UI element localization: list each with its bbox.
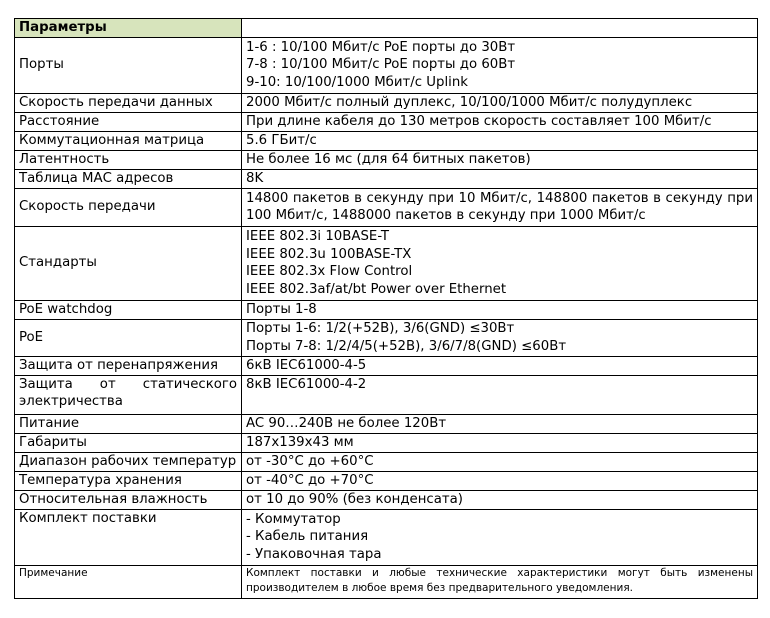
row-label-ports: Порты (15, 37, 242, 93)
table-row (15, 112, 758, 131)
row-value-latency: Не более 16 мс (для 64 битных пакетов) (242, 150, 758, 169)
value-line: - Коммутатор (246, 511, 341, 527)
row-label-surge: Защита от перенапряжения (15, 356, 242, 375)
value-line: IEEE 802.3af/at/bt Power over Ethernet (246, 281, 507, 297)
row-value-forwarding (242, 188, 758, 226)
row-value-ports (242, 37, 758, 93)
table-row (15, 375, 758, 414)
row-label-poe: PoE (15, 319, 242, 356)
row-label-storage-temp: Температура хранения (15, 471, 242, 490)
value-line: - Упаковочная тара (246, 546, 382, 562)
table-row (15, 93, 758, 112)
value-line: IEEE 802.3x Flow Control (246, 264, 413, 279)
label-line: электричества (19, 394, 123, 409)
header-label: Параметры (15, 19, 242, 38)
table-row-note (15, 565, 758, 598)
row-value-humidity: от 10 до 90% (без конденсата) (242, 490, 758, 509)
table-row (15, 300, 758, 319)
table-row (15, 188, 758, 226)
row-label-esd (15, 375, 242, 414)
value-line: Порты 7-8: 1/2/4/5(+52В), 3/6/7/8(GND) ≤60Вт (246, 338, 567, 354)
table-row (15, 490, 758, 509)
value-line: IEEE 802.3u 100BASE-TX (246, 246, 412, 262)
value-text: Комплект поставки и любые технические характеристики могут быть изменены производителем в любое время без предварительного уведомления. (246, 566, 753, 594)
row-label-watchdog: PoE watchdog (15, 300, 242, 319)
value-line: Порты 1-6: 1/2(+52В), 3/6(GND) ≤30Вт (246, 321, 515, 336)
header-row (15, 19, 758, 38)
table-row (15, 452, 758, 471)
row-value-note (242, 565, 758, 598)
value-line: 1-6 : 10/100 Мбит/с PoE порты до 30Вт (246, 39, 516, 55)
table-row (15, 356, 758, 375)
row-label-power: Питание (15, 414, 242, 433)
row-value-speed: 2000 Мбит/с полный дуплекс, 10/100/1000 Мбит/с полудуплекс (242, 93, 758, 112)
table-row (15, 131, 758, 150)
row-label-mac: Таблица МАС адресов (15, 169, 242, 188)
header-value (242, 19, 758, 38)
row-label-humidity: Относительная влажность (15, 490, 242, 509)
table-row (15, 150, 758, 169)
row-label-latency: Латентность (15, 150, 242, 169)
row-label-package: Комплект поставки (15, 509, 242, 565)
table-row (15, 226, 758, 300)
row-label-note: Примечание (15, 565, 242, 598)
row-label-dimensions: Габариты (15, 433, 242, 452)
table-row (15, 414, 758, 433)
value-line: 9-10: 10/100/1000 Мбит/с Uplink (246, 74, 468, 90)
row-value-dimensions: 187х139х43 мм (242, 433, 758, 452)
value-line: IEEE 802.3i 10BASE-T (246, 229, 390, 244)
row-label-matrix: Коммутационная матрица (15, 131, 242, 150)
row-label-forwarding: Скорость передачи (15, 188, 242, 226)
row-value-mac: 8K (242, 169, 758, 188)
row-value-power: AC 90…240В не более 120Вт (242, 414, 758, 433)
value-line: - Кабель питания (246, 529, 369, 545)
row-value-storage-temp: от -40°С до +70°С (242, 471, 758, 490)
row-value-standards (242, 226, 758, 300)
row-value-operating-temp: от -30°С до +60°С (242, 452, 758, 471)
row-value-poe (242, 319, 758, 356)
table-row (15, 471, 758, 490)
label-line: Защита от статического (19, 376, 237, 392)
table-row (15, 169, 758, 188)
value-line: 7-8 : 10/100 Мбит/с PoE порты до 60Вт (246, 57, 516, 73)
row-label-speed: Скорость передачи данных (15, 93, 242, 112)
table-row (15, 433, 758, 452)
row-label-operating-temp: Диапазон рабочих температур (15, 452, 242, 471)
row-value-esd: 8кВ IEC61000-4-2 (242, 375, 758, 414)
row-label-distance: Расстояние (15, 112, 242, 131)
table-row (15, 509, 758, 565)
row-value-distance: При длине кабеля до 130 метров скорость составляет 100 Мбит/с (242, 112, 758, 131)
table-row (15, 319, 758, 356)
row-value-watchdog: Порты 1-8 (242, 300, 758, 319)
specifications-table (14, 18, 758, 599)
table-row (15, 37, 758, 93)
row-label-standards: Стандарты (15, 226, 242, 300)
value-text: 14800 пакетов в секунду при 10 Мбит/с, 148800 пакетов в секунду при 100 Мбит/с, 1488000 пакетов в секунду при 1000 Мбит/с (246, 190, 753, 223)
row-value-package (242, 509, 758, 565)
row-value-surge: 6кВ IEC61000-4-5 (242, 356, 758, 375)
row-value-matrix: 5.6 ГБит/с (242, 131, 758, 150)
